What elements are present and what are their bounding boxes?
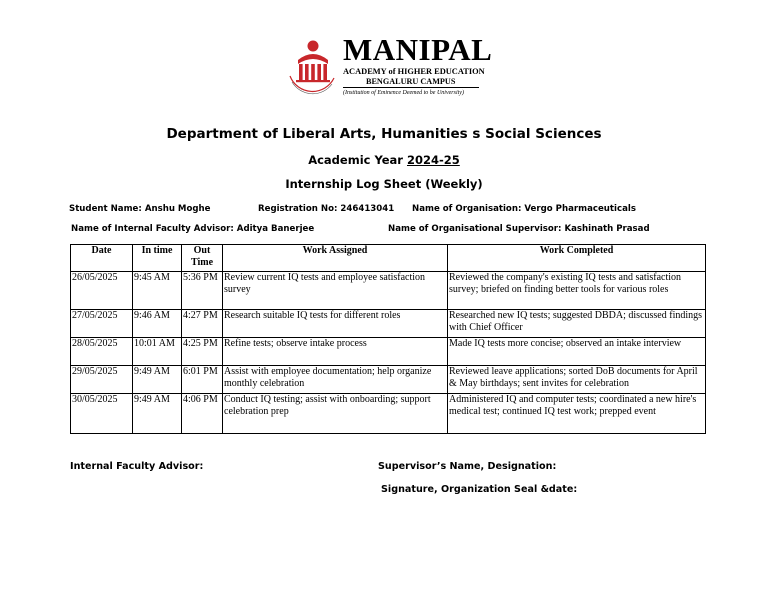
cell-work-assigned: Assist with employee documentation; help organize monthly celebration	[223, 366, 448, 394]
manipal-emblem-icon	[284, 36, 342, 98]
org-supervisor-name: Name of Organisational Supervisor: Kashinath Prasad	[388, 224, 650, 234]
cell-in-time: 9:49 AM	[133, 366, 182, 394]
brand-subtitle: ACADEMY of HIGHER EDUCATION	[343, 67, 485, 76]
registration-no: Registration No: 246413041	[258, 204, 395, 214]
brand-tagline: (Institution of Eminence Deemed to be University)	[343, 90, 464, 96]
cell-work-completed: Reviewed leave applications; sorted DoB documents for April & May birthdays; sent invites for celebration	[448, 366, 706, 394]
signature-seal-label: Signature, Organization Seal &date:	[381, 484, 578, 495]
manipal-logo	[284, 32, 493, 104]
cell-out-time: 4:27 PM	[182, 310, 223, 338]
cell-date: 27/05/2025	[71, 310, 133, 338]
header-work-assigned: Work Assigned	[223, 245, 448, 272]
cell-work-completed: Administered IQ and computer tests; coordinated a new hire's medical test; continued IQ test work; prepped event	[448, 394, 706, 434]
cell-work-assigned: Research suitable IQ tests for different roles	[223, 310, 448, 338]
cell-work-assigned: Conduct IQ testing; assist with onboarding; support celebration prep	[223, 394, 448, 434]
internal-faculty-advisor-label: Internal Faculty Advisor:	[70, 461, 204, 472]
table-header-row	[71, 245, 706, 272]
header-work-completed: Work Completed	[448, 245, 706, 272]
cell-work-completed: Reviewed the company's existing IQ tests and satisfaction survey; briefed on finding better tools for various roles	[448, 272, 706, 310]
cell-date: 29/05/2025	[71, 366, 133, 394]
academic-year-value: 2024-25	[406, 153, 460, 167]
header-out-time: Out Time	[182, 245, 223, 272]
header-in-time: In time	[133, 245, 182, 272]
table-row	[71, 338, 706, 366]
cell-in-time: 10:01 AM	[133, 338, 182, 366]
cell-in-time: 9:46 AM	[133, 310, 182, 338]
table-row	[71, 310, 706, 338]
header-date: Date	[71, 245, 133, 272]
table-row	[71, 394, 706, 434]
cell-in-time: 9:45 AM	[133, 272, 182, 310]
brand-divider	[343, 87, 479, 88]
cell-work-completed: Researched new IQ tests; suggested DBDA; discussed findings with Chief Officer	[448, 310, 706, 338]
academic-year-label: Academic Year	[308, 153, 403, 167]
cell-out-time: 4:06 PM	[182, 394, 223, 434]
sheet-title: Internship Log Sheet (Weekly)	[285, 177, 483, 191]
brand-name: MANIPAL	[343, 32, 493, 67]
table-row	[71, 366, 706, 394]
supervisor-designation-label: Supervisor’s Name, Designation:	[378, 461, 557, 472]
cell-date: 28/05/2025	[71, 338, 133, 366]
cell-out-time: 5:36 PM	[182, 272, 223, 310]
cell-work-assigned: Review current IQ tests and employee satisfaction survey	[223, 272, 448, 310]
cell-work-completed: Made IQ tests more concise; observed an intake interview	[448, 338, 706, 366]
cell-date: 26/05/2025	[71, 272, 133, 310]
faculty-advisor-name: Name of Internal Faculty Advisor: Aditya Banerjee	[71, 224, 315, 234]
table-row	[71, 272, 706, 310]
log-table	[70, 244, 706, 434]
cell-work-assigned: Refine tests; observe intake process	[223, 338, 448, 366]
cell-date: 30/05/2025	[71, 394, 133, 434]
organisation-name: Name of Organisation: Vergo Pharmaceuticals	[412, 204, 636, 214]
cell-in-time: 9:49 AM	[133, 394, 182, 434]
brand-campus: BENGALURU CAMPUS	[366, 77, 456, 86]
student-name: Student Name: Anshu Moghe	[69, 204, 211, 214]
cell-out-time: 6:01 PM	[182, 366, 223, 394]
academic-year-line	[0, 153, 768, 167]
cell-out-time: 4:25 PM	[182, 338, 223, 366]
department-title: Department of Liberal Arts, Humanities s Social Sciences	[166, 126, 602, 142]
